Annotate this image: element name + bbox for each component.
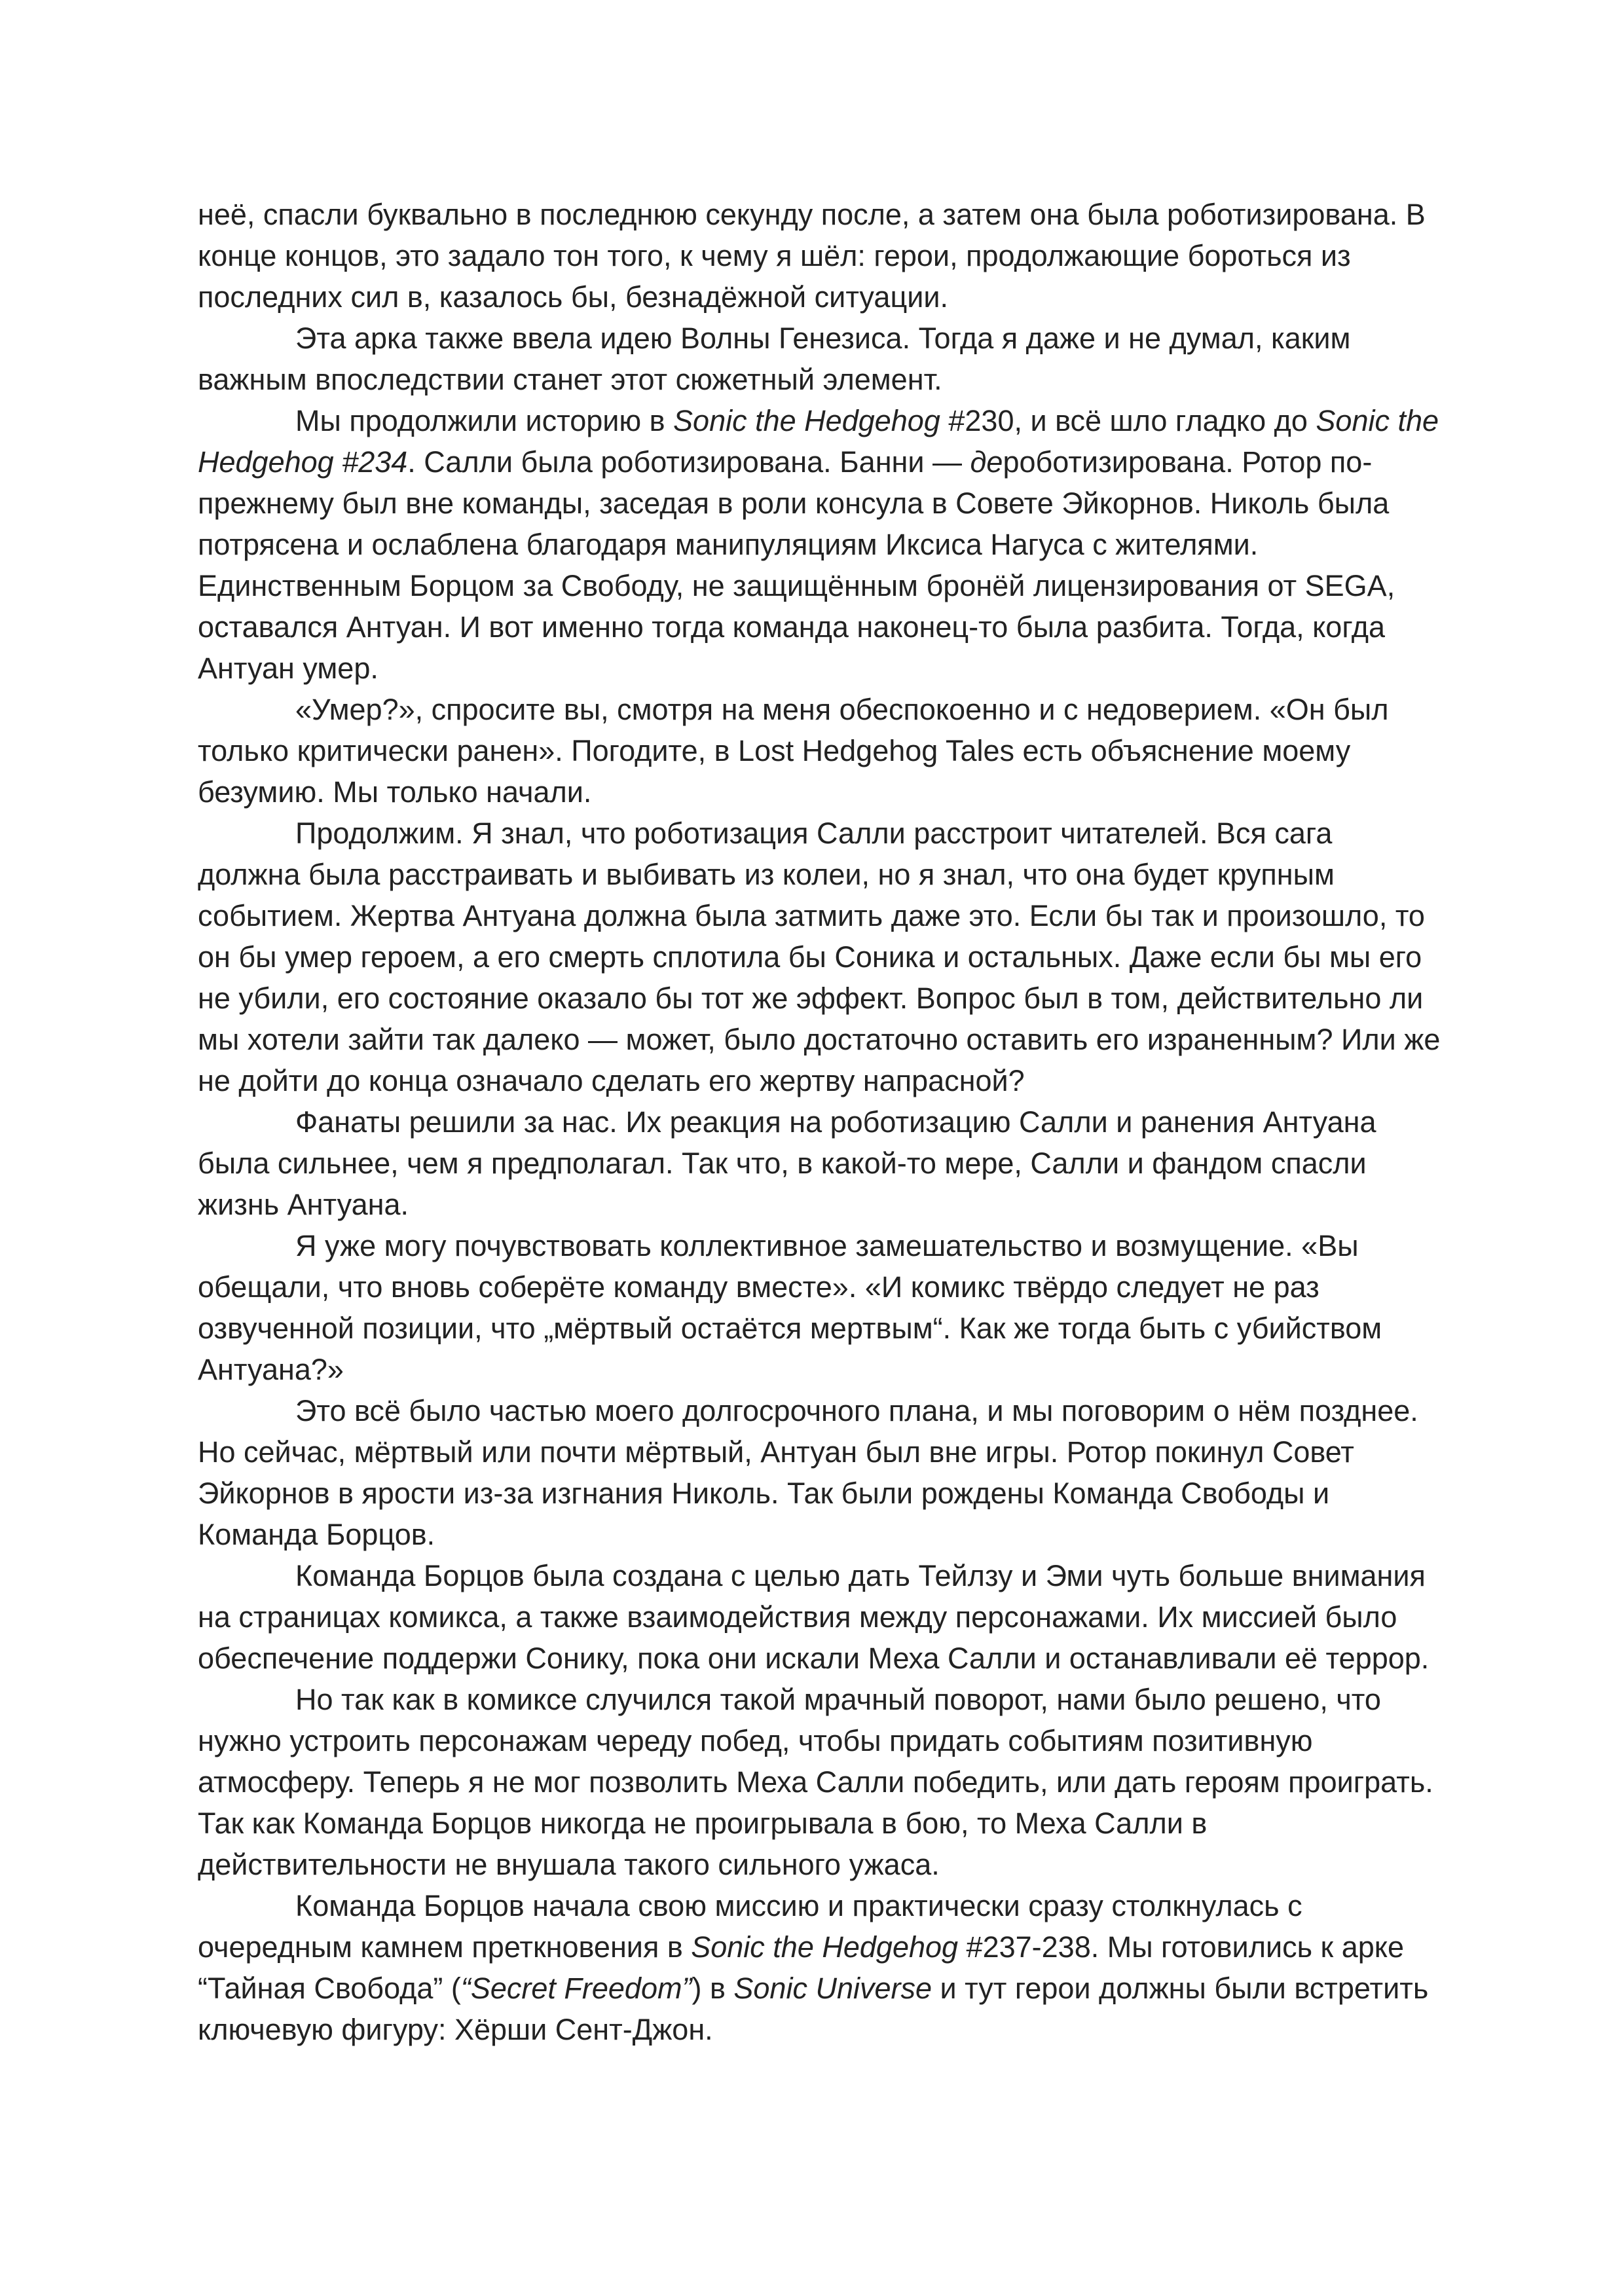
paragraph [198,318,1441,400]
paragraph [198,1390,1441,1555]
italic-text-run: Sonic the Hedgehog #234 [198,404,1439,479]
text-run: «Умер?», спросите вы, смотря на меня обеспокоенно и с недоверием. «Он был только критически ранен». Погодите, в Lost Hedgehog Tales есть объяснение моему безумию. Мы только начали. [198,693,1389,809]
text-run: Команда Борцов начала свою миссию и практически сразу столкнулась с очередным камнем преткновения в [198,1889,1302,1964]
text-run: Но так как в комиксе случился такой мрачный поворот, нами было решено, что нужно устроить персонажам череду побед, чтобы придать событиям позитивную атмосферу. Теперь я не мог позволить Меха Салли победить, или дать героям проиграть. Так как Команда Борцов никогда не проигрывала в бою, то Меха Салли в действительности не внушала такого сильного ужаса. [198,1683,1433,1881]
paragraph [198,400,1441,689]
text-run: и тут герои должны были встретить ключевую фигуру: Хёрши Сент-Джон. [198,1972,1429,2046]
text-run: Это всё было частью моего долгосрочного плана, и мы поговорим о нём позднее. Но сейчас, мёртвый или почти мёртвый, Антуан был вне игры. Ротор покинул Совет Эйкорнов в ярости из-за изгнания Николь. Так были рождены Команда Свободы и Команда Борцов. [198,1394,1418,1551]
paragraph [198,689,1441,813]
text-run: . Салли была роботизирована. Банни — [407,445,970,479]
text-run: Эта арка также ввела идею Волны Генезиса. Тогда я даже и не думал, каким важным впоследствии станет этот сюжетный элемент. [198,321,1351,396]
paragraph [198,1555,1441,1679]
italic-text-run: Sonic the Hedgehog [673,404,940,437]
text-run: Мы продолжили историю в [295,404,674,437]
text-run: #237-238. Мы готовились к арке “Тайная Свобода” ( [198,1930,1405,2005]
italic-text-run: Sonic the Hedgehog [691,1930,959,1964]
text-run: Фанаты решили за нас. Их реакция на роботизацию Салли и ранения Антуана была сильнее, чем я предполагал. Так что, в какой-то мере, Салли и фандом спасли жизнь Антуана. [198,1105,1376,1221]
paragraph [198,1101,1441,1225]
text-run: ) в [692,1972,734,2005]
italic-text-run: “Secret Freedom” [460,1972,692,2005]
paragraph [198,194,1441,318]
text-run: #230, и всё шло гладко до [940,404,1316,437]
italic-text-run: Sonic Universe [733,1972,932,2005]
paragraph [198,1885,1441,2050]
text-run: Я уже могу почувствовать коллективное замешательство и возмущение. «Вы обещали, что вновь соберёте команду вместе». «И комикс твёрдо следует не раз озвученной позиции, что „мёртвый остаётся мертвым“. Как же тогда быть с убийством Антуана?» [198,1229,1382,1386]
text-run: Продолжим. Я знал, что роботизация Салли расстроит читателей. Вся сага должна была расстраивать и выбивать из колеи, но я знал, что она будет крупным событием. Жертва Антуана должна была затмить даже это. Если бы так и произошло, то он бы умер героем, а его смерть сплотила бы Соника и остальных. Даже если бы мы его не убили, его состояние оказало бы тот же эффект. Вопрос был в том, действительно ли мы хотели зайти так далеко — может, было достаточно оставить его израненным? Или же не дойти до конца означало сделать его жертву напрасной? [198,817,1441,1097]
paragraph [198,1225,1441,1390]
document-page [198,194,1441,2050]
italic-text-run: де [970,445,1003,479]
text-run: роботизирована. Ротор по-прежнему был вне команды, заседая в роли консула в Совете Эйкорнов. Николь была потрясена и ослаблена благодаря манипуляциям Иксиса Нагуса с жителями. Единственным Борцом за Свободу, не защищённым бронёй лицензирования от SEGA, оставался Антуан. И вот именно тогда команда наконец-то была разбита. Тогда, когда Антуан умер. [198,445,1395,685]
paragraph [198,1679,1441,1885]
text-run: неё, спасли буквально в последнюю секунду после, а затем она была роботизирована. В конце концов, это задало тон того, к чему я шёл: герои, продолжающие бороться из последних сил в, казалось бы, безнадёжной ситуации. [198,198,1426,314]
paragraph [198,813,1441,1101]
text-run: Команда Борцов была создана с целью дать Тейлзу и Эми чуть больше внимания на страницах комикса, а также взаимодействия между персонажами. Их миссией было обеспечение поддержи Сонику, пока они искали Меха Салли и останавливали её террор. [198,1559,1430,1675]
